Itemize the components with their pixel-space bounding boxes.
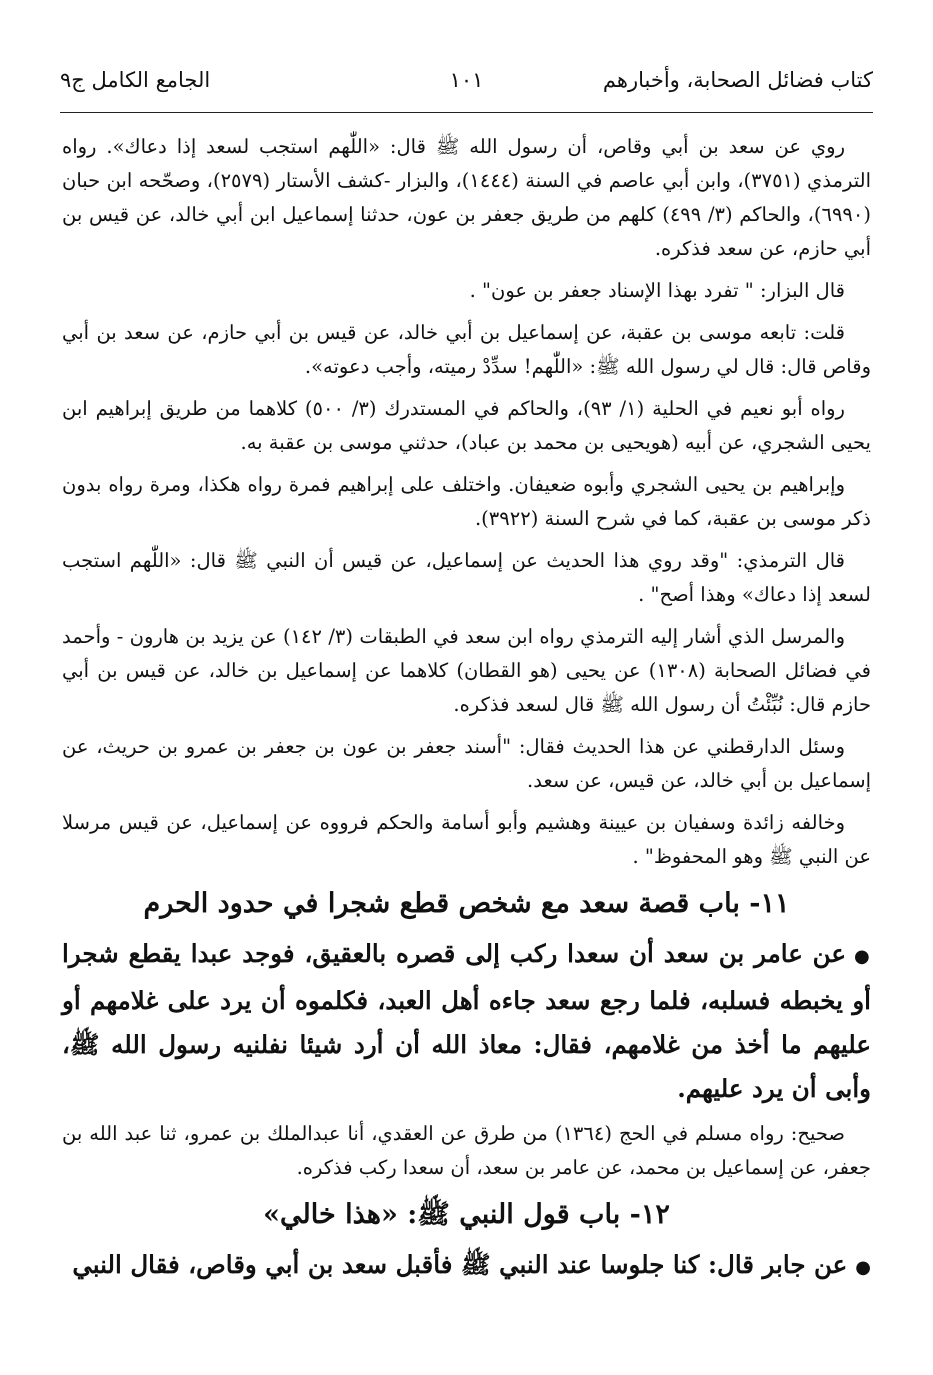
paragraph: وإبراهيم بن يحيى الشجري وأبوه ضعيفان. واختلف على إبراهيم فمرة رواه هكذا، ومرة رواه بدون ذكر موسى بن عقبة، كما في شرح السنة (٣٩٢٢). [62,473,871,530]
chapter-heading-12: ١٢- باب قول النبي ﷺ: «هذا خالي» [263,1199,670,1230]
hadith-body: عن جابر قال: كنا جلوسا عند النبي ﷺ فأقبل سعد بن أبي وقاص، فقال النبي [72,1250,848,1279]
header-rule [60,112,873,113]
page-number: ١٠١ [449,68,484,92]
hadith-body: عن عامر بن سعد أن سعدا ركب إلى قصره بالعقيق، فوجد عبدا يقطع شجرا أو يخبطه فسلبه، فلما رجع سعد جاءه أهل العبد، فكلموه أن يرد على غلامهم أو عليهم ما أخذ من غلامهم، فقال: معاذ الله أن أرد شيئا نفلنيه رسول الله ﷺ، وأبى أن يرد عليهم. [62,939,871,1103]
paragraph: وخالفه زائدة وسفيان بن عيينة وهشيم وأبو أسامة والحكم فرووه عن إسماعيل، عن قيس مرسلا عن النبي ﷺ وهو المحفوظ" . [62,811,871,868]
chapter-heading-11: ١١- باب قصة سعد مع شخص قطع شجرا في حدود الحرم [143,888,790,919]
series-title: الجامع الكامل ج٩ [60,68,211,92]
bullet-icon: ● [855,1257,871,1278]
paragraph: والمرسل الذي أشار إليه الترمذي رواه ابن سعد في الطبقات (٣/ ١٤٢) عن يزيد بن هارون - وأحمد في فضائل الصحابة (١٣٠٨) عن يحيى (هو القطان) كلاهما عن إسماعيل بن خالد، عن قيس بن أبي حازم قال: نُبِّئْتُ أن رسول الله ﷺ قال لسعد فذكره. [62,625,871,716]
bullet-icon: ● [853,946,871,967]
paragraph: قلت: تابعه موسى بن عقبة، عن إسماعيل بن أبي خالد، عن قيس بن أبي حازم، عن سعد بن أبي وقاص قال: قال لي رسول الله ﷺ: «اللّٰهم! سدِّدْ رميته، وأجب دعوته». [62,321,871,378]
paragraph: رواه أبو نعيم في الحلية (١/ ٩٣)، والحاكم في المستدرك (٣/ ٥٠٠) كلاهما من طريق إبراهيم ابن يحيى الشجري، عن أبيه (هويحيى بن محمد بن عباد)، حدثني موسى بن عقبة به. [62,397,871,454]
takhrij-note: صحيح: رواه مسلم في الحج (١٣٦٤) من طرق عن العقدي، أنا عبدالملك بن عمرو، ثنا عبد الله بن جعفر، عن إسماعيل بن محمد، عن عامر بن سعد، أن سعدا ركب فذكره. [62,1122,871,1179]
hadith-text-12 [62,1243,871,1290]
paragraph: قال البزار: " تفرد بهذا الإسناد جعفر بن عون" . [469,279,845,302]
paragraph: روي عن سعد بن أبي وقاص، أن رسول الله ﷺ قال: «اللّٰهم استجب لسعد إذا دعاك». رواه الترمذي (٣٧٥١)، وابن أبي عاصم في السنة (١٤٤٤)، والبزار -كشف الأستار (٢٥٧٩)، وصحّحه ابن حبان (٦٩٩٠)، والحاكم (٣/ ٤٩٩) كلهم من طريق جعفر بن عون، حدثنا إسماعيل ابن أبي خالد، عن قيس بن أبي حازم، عن سعد فذكره. [62,135,871,260]
hadith-text-11 [62,932,871,1111]
page-header [60,62,873,112]
paragraph: قال الترمذي: "وقد روي هذا الحديث عن إسماعيل، عن قيس أن النبي ﷺ قال: «اللّٰهم استجب لسعد إذا دعاك» وهذا أصح" . [62,549,871,606]
page-body [62,130,871,1296]
paragraph: وسئل الدارقطني عن هذا الحديث فقال: "أسند جعفر بن عون بن جعفر بن عمرو بن حريث، عن إسماعيل بن أبي خالد، عن قيس، عن سعد. [62,735,871,792]
book-title: كتاب فضائل الصحابة، وأخبارهم [602,68,873,92]
